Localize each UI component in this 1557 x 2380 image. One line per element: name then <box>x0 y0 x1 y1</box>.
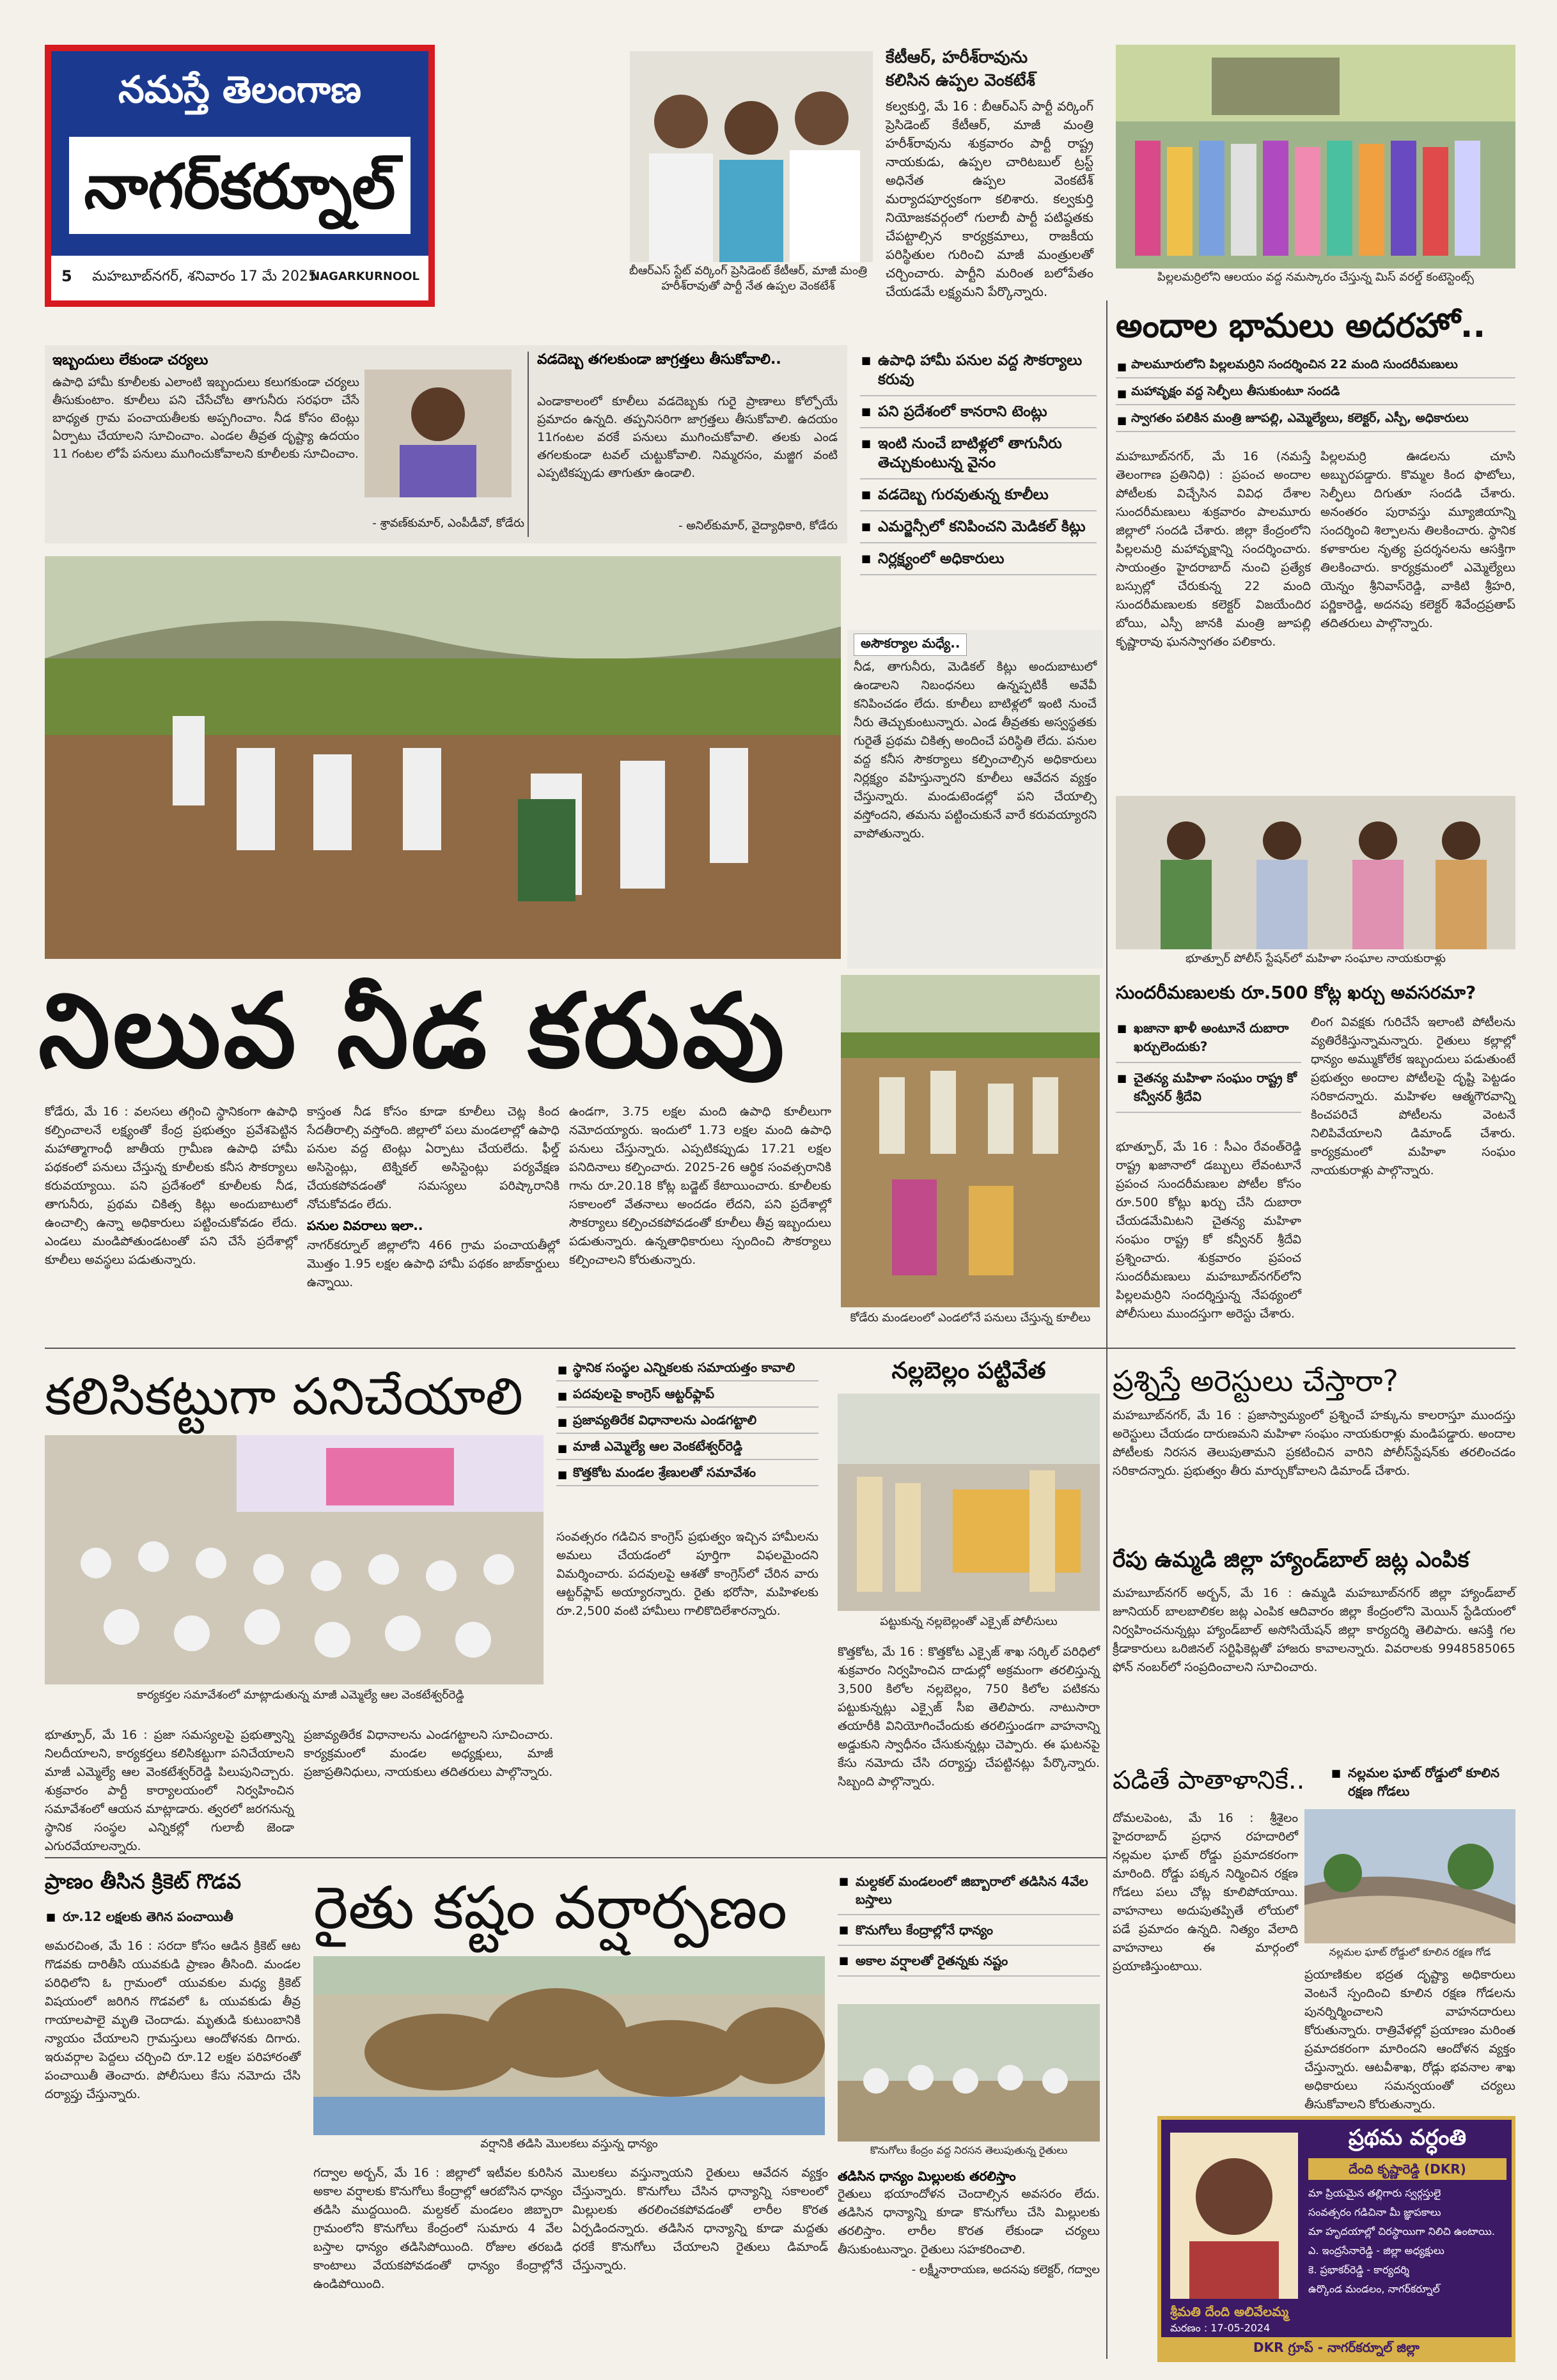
beauty-bullet: ■ మహావృక్షం వద్ద సెల్ఫీలు తీసుకుంటూ సందడి <box>1116 378 1515 405</box>
farmer-photo-caption: వర్షానికి తడిసి మొలకలు వస్తున్న ధాన్యం <box>480 2137 658 2151</box>
ktr-headline-line2: కలిసిన ఉప్పల వెంకటేశ్ <box>886 71 1035 90</box>
main-bullet: ■ పని ప్రదేశంలో కానరాని టెంట్లు <box>860 396 1097 428</box>
bhootpur-caption: భూత్పూర్ పోలీస్ స్టేషన్‌లో మహిళా సంఘాల నాయకురాళ్లు <box>1185 952 1446 965</box>
farmer-photo-scene <box>313 1956 825 2135</box>
ktr-photo <box>630 51 873 262</box>
black-market-body: కొత్తకోట, మే 16 : కొత్తకోట ఎక్సైజ్ శాఖ సర్కిల్ పరిధిలో శుక్రవారం నిర్వహించిన దాడుల్లో అక్రమంగా తరలిస్తున్న 3,500 కిలోల నల్లబెల్లం, 750 కిలోల పటికను పట్టుకున్నట్లు ఎక్సైజ్ సీఐ తెలిపారు. నాటుసారా తయారీకి వినియోగించేందుకు తరలిస్తుండగా వాహనాన్ని అడ్డుకుని స్వాధీనం చేసుకున్నట్లు చెప్పారు. ఈ ఘటనపై కేసు నమోదు చేసి దర్యాప్తు చేపట్టినట్లు పేర్కొన్నారు. సిబ్బంది పాల్గొన్నారు. <box>838 1645 1100 1789</box>
sidebar-left-photo <box>364 369 512 497</box>
farmer-bullet: ■ కొనుగోలు కేంద్రాల్లోనే ధాన్యం <box>838 1915 1100 1946</box>
rule-horizontal <box>45 1857 1106 1858</box>
black-market-photo <box>838 1394 1100 1611</box>
main-col3: ఉండగా, 3.75 లక్షల మంది ఉపాధి కూలీలుగా నమోదయ్యారు. ఇందులో 1.73 లక్షల మంది ఉపాధి పనులు చేస్తున్నారు. ఎప్పటికప్పుడు 17.21 లక్షల పనిదినాలు కల్పించారు. 2025-26 ఆర్థిక సంవత్సరానికి గాను రూ.20.18 కోట్ల బడ్జెట్ కేటాయించారు. కూలీలకు సకాలంలో వేతనాలు అందడం లేదని, పని ప్రదేశాల్లో సౌకర్యాలు కల్పించకపోవడంతో కూలీలు తీవ్ర ఇబ్బందులు పడుతున్నారు. ఉన్నతాధికారులు స్పందించి సౌకర్యాలు కల్పించాలని కోరుతున్నారు. <box>569 1105 831 1267</box>
arrest-body: మహబూబ్‌నగర్, మే 16 : ప్రజాస్వామ్యంలో ప్రశ్నించే హక్కును కాలరాస్తూ ముందస్తు అరెస్టులు చేయడం దారుణమని మహిళా సంఘం నాయకురాళ్లు మండిపడ్డారు. అందాల పోటీలకు నిరసన తెలుపుతామని ప్రకటించిన వారిని పోలీస్‌స్టేషన్‌కు తరలించడం సరికాదన్నారు. ప్రభుత్వం తీరు మార్చుకోవాలని డిమాండ్ చేశారు. <box>1113 1408 1515 1478</box>
cricket-bullet: ■ రూ.12 లక్షలకు తెగిన పంచాయితీ <box>45 1902 301 1932</box>
unity-body2: సంవత్సరం గడిచిన కాంగ్రెస్ ప్రభుత్వం ఇచ్చిన హామీలను అమలు చేయడంలో పూర్తిగా విఫలమైందని విమర్శించారు. పదవులపై ఆశతో కాంగ్రెస్‌లో చేరిన వారు ఆట్టర్‌ఫ్లాప్ అయ్యారన్నారు. రైతు భరోసా, మహిళలకు రూ.2,500 వంటి హామీలు గాలికొదిలేశారన్నారు. <box>556 1530 818 1618</box>
masthead-date-bar <box>51 256 428 300</box>
cricket-headline: ప్రాణం తీసిన క్రికెట్ గొడవ <box>45 1869 241 1894</box>
danger-headline: పడితే పాతాళానికే.. <box>1113 1766 1305 1795</box>
kodur-caption: కోడేరు మండలంలో ఎండలోనే పనులు చేస్తున్న కూలీలు <box>850 1311 1091 1325</box>
lack-box <box>847 630 1103 968</box>
miss-world-photo-scene <box>1116 45 1515 268</box>
tax-bullets <box>1116 1013 1301 1135</box>
ktr-photo-figures <box>630 51 873 262</box>
farmer-col3-text: రైతులు భయాందోళన చెందాల్సిన అవసరం లేదు. తడిసిన ధాన్యాన్ని కూడా కొనుగోలు చేసి మిల్లులకు తరలిస్తాం. లారీల కొరత లేకుండా చర్యలు తీసుకుంటున్నాం. రైతులు సహకరించాలి. <box>838 2187 1100 2257</box>
main-col2 <box>307 1103 559 1352</box>
farmer-photo <box>313 1956 825 2135</box>
unity-bullets <box>556 1355 818 1521</box>
rule-horizontal <box>45 1348 1515 1349</box>
masthead-edition: నాగర్‌కర్నూల్ <box>84 151 396 222</box>
black-market-photo-scene <box>838 1394 1100 1611</box>
tribute-ad-title: ప్రథమ వర్ధంతి <box>1348 2125 1467 2151</box>
main-col2-subhead: పనుల వివరాలు ఇలా.. <box>307 1218 423 1233</box>
unity-bullet: ■ మాజీ ఎమ్మెల్యే ఆల వెంకటేశ్వర్‌రెడ్డి <box>556 1434 818 1460</box>
farmer-bullets <box>838 1867 1100 2001</box>
main-bullet: ■ ఇంటి నుంచే బాటిళ్లలో తాగునీరు తెచ్చుకుంటున్న వైనం <box>860 428 1097 479</box>
danger-body1: దోమలపెంట, మే 16 : శ్రీశైలం హైదరాబాద్ ప్రధాన రహదారిలో నల్లమల ఘాట్ రోడ్డు ప్రమాదకరంగా మారింది. రోడ్డు పక్కన నిర్మించిన రక్షణ గోడలు పలు చోట్ల కూలిపోయాయి. వాహనాలు అదుపుతప్పితే లోయలో పడే ప్రమాదం ఉన్నది. నిత్యం వేలాది వాహనాలు ఈ మార్గంలో ప్రయాణిస్తుంటాయి. <box>1113 1811 1298 1973</box>
unity-body3: ప్రజావ్యతిరేక విధానాలను ఎండగట్టాలని సూచించారు. కార్యక్రమంలో మండల అధ్యక్షులు, మాజీ ప్రజాప్రతినిధులు, నాయకులు తదితరులు పాల్గొన్నారు. <box>304 1728 553 1779</box>
main-col2-text2: నాగర్‌కర్నూల్ జిల్లాలోని 466 గ్రామ పంచాయతీల్లో మొత్తం 1.95 లక్షల ఉపాధి హామీ పథకం జాబ్‌కార్డులు ఉన్నాయి. <box>307 1238 559 1289</box>
beauty-bullets <box>1116 352 1515 447</box>
unity-bullet: ■ స్థానిక సంస్థల ఎన్నికలకు సమాయత్తం కావాలి <box>556 1355 818 1381</box>
masthead-page-no: 5 <box>61 267 72 285</box>
farmer-bullet: ■ అకాల వర్షాలతో రైతన్నకు నష్టం <box>838 1946 1100 1977</box>
sidebar-pain <box>45 345 847 543</box>
tribute-ad-line: మా ప్రియమైన తల్లిగారు స్వర్గస్తులై <box>1308 2187 1441 2199</box>
main-bullet: ■ వడదెబ్బ గురవుతున్న కూలీలు <box>860 479 1097 511</box>
cricket-body: అమరచింత, మే 16 : సరదా కోసం ఆడిన క్రికెట్ ఆట గొడవకు దారితీసి యువకుడి ప్రాణం తీసింది. మండల పరిధిలోని ఓ గ్రామంలో యువకుల మధ్య క్రికెట్ విషయంలో జరిగిన గొడవలో ఓ యువకుడు తీవ్ర గాయాలపాలై మృతి చెందాడు. మృతుడి కుటుంబానికి న్యాయం చేయాలని గ్రామస్తులు ఆందోళనకు దిగారు. ఇరువర్గాల పెద్దలు చర్చించి రూ.12 లక్షల పరిహారంతో పంచాయితీ తెంచారు. పోలీసులు కేసు నమోదు చేసి దర్యాప్తు చేస్తున్నారు. <box>45 1939 301 2101</box>
unity-bullet: ■ ప్రజావ్యతిరేక విధానాలను ఎండగట్టాలి <box>556 1408 818 1434</box>
beauty-headline: అందాల భామలు అదరహో.. <box>1116 307 1486 345</box>
danger-bullets <box>1330 1758 1515 1809</box>
main-bullet: ■ ఎమర్జెన్సీలో కనిపించని మెడికల్ కిట్లు <box>860 511 1097 543</box>
lack-box-body: నీడ, తాగునీరు, మెడికల్ కిట్లు అందుబాటులో ఉండాలని నిబంధనలు ఉన్నప్పటికీ అవేవీ కనిపించడం లేదు. కూలీలు బాటిళ్లలో ఇంటి నుంచే నీరు తెచ్చుకుంటున్నారు. ఎండ తీవ్రతకు అస్వస్థతకు గురైతే ప్రథమ చికిత్స అందించే పరిస్థితి లేదు. పనుల వద్ద కనీస సౌకర్యాలు కల్పించాల్సిన అధికారులు నిర్లక్ష్యం వహిస్తున్నారని కూలీలు ఆవేదన వ్యక్తం చేస్తున్నారు. మండుటెండల్లో పని చేయాల్సి వస్తోందని, తమను పట్టించుకునే వారే కరువయ్యారని వాపోతున్నారు. <box>854 660 1097 841</box>
tax-col1: భూత్పూర్, మే 16 : సీఎం రేవంత్‌రెడ్డి రాష్ట్ర ఖజానాలో డబ్బులు లేవంటూనే ప్రపంచ సుందరీమణుల పోటీల కోసం రూ.500 కోట్లు ఖర్చు చేసి దుబారా చేయడమేమిటని చైతన్య మహిళా సంఘం రాష్ట్ర కో కన్వీనర్ శ్రీదేవి ప్రశ్నించారు. శుక్రవారం ప్రపంచ సుందరీమణులు మహబూబ్‌నగర్‌లోని పిల్లలమర్రిని సందర్శిస్తున్న నేపథ్యంలో పోలీసులు ముందస్తుగా అరెస్టు చేశారు. <box>1116 1140 1301 1321</box>
unity-photo-scene <box>45 1435 544 1684</box>
tribute-ad-line: ఉర్కొండ మండలం, నాగర్‌కర్నూల్ <box>1308 2283 1440 2295</box>
tribute-ad-line: ఎ. ఇంద్రసేనారెడ్డి - జిల్లా అధ్యక్షులు <box>1308 2244 1444 2257</box>
danger-caption: నల్లమల ఘాట్ రోడ్డులో కూలిన రక్షణ గోడ <box>1329 1946 1491 1958</box>
labour-photo-scene <box>45 556 841 959</box>
farmer-col2: మొలకలు వస్తున్నాయని రైతులు ఆవేదన వ్యక్తం చేస్తున్నారు. కొనుగోలు చేసిన ధాన్యాన్ని సకాలంలో మిల్లులకు తరలించకపోవడంతో లారీల కొరత ఏర్పడిందన్నారు. తడిసిన ధాన్యాన్ని కూడా మద్దతు ధరకే కొనుగోలు చేయాలని రైతులు డిమాండ్ చేస్తున్నారు. <box>572 2166 828 2273</box>
tribute-ad-portrait-figure <box>1170 2133 1298 2299</box>
unity-headline: కలిసికట్టుగా పనిచేయాలి <box>45 1367 523 1426</box>
unity-caption: కార్యకర్తల సమావేశంలో మాట్లాడుతున్న మాజీ ఎమ్మెల్యే ఆల వెంకటేశ్వర్‌రెడ్డి <box>137 1688 464 1702</box>
sidebar-left-title: ఇబ్బందులు లేకుండా చర్యలు <box>52 352 208 368</box>
tribute-ad-mother-name: శ్రీమతి దేంది అలివేలమ్మ <box>1170 2304 1289 2319</box>
arrest-headline: ప్రశ్నిస్తే అరెస్టులు చేస్తారా? <box>1113 1364 1398 1398</box>
danger-bullet: ■ నల్లమల ఘాట్ రోడ్డులో కూలిన రక్షణ గోడలు <box>1330 1758 1515 1807</box>
main-bullets <box>860 345 1097 626</box>
kodur-photo-scene <box>841 975 1100 1307</box>
miss-world-photo <box>1116 45 1515 268</box>
beauty-col1: మహబూబ్‌నగర్, మే 16 (నమస్తే తెలంగాణ ప్రతినిధి) : ప్రపంచ అందాల పోటీలకు విచ్చేసిన వివిధ దేశాల సుందరీమణులు శుక్రవారం పాలమూరు జిల్లాలో సందడి చేశారు. జిల్లా కేంద్రంలోని పిల్లలమర్రి మహావృక్షాన్ని సందర్శించారు. సాయంత్రం హైదరాబాద్ నుంచి ప్రత్యేక బస్సుల్లో చేరుకున్న 22 మంది సుందరీమణులకు కలెక్టర్ విజయేందిర బోయి, ఎస్పీ జానకి మంత్రి జూపల్లి కృష్ణారావు ఘనస్వాగతం పలికారు. <box>1116 449 1311 649</box>
handball-body: మహబూబ్‌నగర్ అర్బన్, మే 16 : ఉమ్మడి మహబూబ్‌నగర్ జిల్లా హ్యాండ్‌బాల్ జూనియర్ బాలబాలికల జట్ల ఎంపిక ఆదివారం జిల్లా కేంద్రంలోని మెయిన్ స్టేడియంలో నిర్వహించనున్నట్లు హ్యాండ్‌బాల్ అసోసియేషన్ జిల్లా కార్యదర్శి తెలిపారు. ఆసక్తి గల క్రీడాకారులు ఒరిజినల్ సర్టిఫికెట్లతో హాజరు కావాలన్నారు. వివరాలకు 9948585065 ఫోన్ నంబర్‌లో సంప్రదించాలని సూచించారు. <box>1113 1586 1515 1674</box>
sidebar-left-body: ఉపాధి హామీ కూలీలకు ఎలాంటి ఇబ్బందులు కలుగకుండా చర్యలు తీసుకుంటాం. కూలీలు పని చేసేచోట తాగునీరు సరఫరా చేసే బాధ్యత గ్రామ పంచాయతీలకు అప్పగించాం. నీడ కోసం టెంట్లు ఏర్పాటు చేయాలని సూచించాం. ఎండల తీవ్రత దృష్ట్యా ఉదయం 11 గంటల లోపే పనులు ముగించుకోవాలని కూలీలకు సూచించాం. <box>52 375 359 461</box>
farmer-col3-subhead: తడిసిన ధాన్యం మిల్లులకు తరలిస్తాం <box>838 2168 1016 2184</box>
ktr-caption: బీఆర్‌ఎస్ స్టేట్ వర్కింగ్ ప్రెసిడెంట్ కేటీఆర్, మాజీ మంత్రి హరీశ్‌రావుతో పార్టీ నేత ఉప్పల వెంకటేశ్ <box>629 264 868 293</box>
handball-headline: రేపు ఉమ్మడి జిల్లా హ్యాండ్‌బాల్ జట్ల ఎంపిక <box>1113 1547 1469 1573</box>
tribute-ad-portrait <box>1170 2133 1298 2299</box>
tribute-ad-name: దేంది కృష్ణారెడ్డి (DKR) <box>1308 2158 1506 2180</box>
tax-bullet: ■ చైతన్య మహిళా సంఘం రాష్ట్ర కో కన్వీనర్ శ్రీదేవి <box>1116 1063 1301 1113</box>
sidebar-right-body: ఎండాకాలంలో కూలీలు వడదెబ్బకు గురై ప్రాణాలు కోల్పోయే ప్రమాదం ఉన్నది. తప్పనిసరిగా జాగ్రత్తలు తీసుకోవాలి. ఉదయం 11గంటల వరకే పనులు ముగించుకోవాలి. తలకు ఎండ తగలకుండా టవల్ చుట్టుకోవాలి. నిమ్మరసం, మజ్జిగ వంటి ఎప్పటికప్పుడు తాగుతూ ఉండాలి. <box>537 394 838 480</box>
masthead-dateline: మహబూబ్‌నగర్, శనివారం 17 మే 2025 <box>92 268 318 284</box>
tax-col2: లింగ వివక్షకు గురిచేసే ఇలాంటి పోటీలను వ్యతిరేకిస్తున్నామన్నారు. రైతులు కల్లాల్లో ధాన్యం అమ్ముకోలేక ఇబ్బందులు పడుతుంటే ప్రభుత్వం అందాల పోటీలపై దృష్టి పెట్టడం సరికాదన్నారు. మహిళల ఆత్మగౌరవాన్ని కించపరిచే పోటీలను వెంటనే నిలిపివేయాలని డిమాండ్ చేశారు. కార్యక్రమంలో మహిళా సంఘం నాయకురాళ్లు పాల్గొన్నారు. <box>1311 1015 1515 1178</box>
unity-bullet: ■ కొత్తకోట మండల శ్రేణులతో సమావేశం <box>556 1460 818 1486</box>
tax-headline: సుందరీమణులకు రూ.500 కోట్ల ఖర్చు అవసరమా? <box>1116 982 1476 1003</box>
sidebar-right-title: వడదెబ్బ తగలకుండా జాగ్రత్తలు తీసుకోవాలి.. <box>537 352 781 368</box>
sidebar-left-portrait <box>364 369 512 497</box>
lack-box-title: అసౌకర్యాల మధ్యే.. <box>854 634 967 656</box>
black-market-headline: నల్లబెల్లం పట్టివేత <box>891 1358 1046 1384</box>
tribute-ad-footer: DKR గ్రూప్ - నాగర్‌కర్నూల్ జిల్లా <box>1161 2337 1512 2358</box>
tribute-ad-lines <box>1308 2184 1506 2312</box>
beauty-bullet: ■ స్వాగతం పలికిన మంత్రి జూపల్లి, ఎమ్మెల్యేలు, కలెక్టర్, ఎస్పీ, అధికారులు <box>1116 405 1515 432</box>
rule-vertical <box>1106 300 1107 2359</box>
bhootpur-photo <box>1116 796 1515 949</box>
unity-bullet: ■ పదవులపై కాంగ్రెస్ ఆట్టర్‌ఫ్లాప్ <box>556 1381 818 1408</box>
tax-bullet: ■ ఖజానా ఖాళీ అంటూనే దుబారా ఖర్చులెందుకు? <box>1116 1013 1301 1063</box>
farmer-col1: గద్వాల అర్బన్, మే 16 : జిల్లాలో ఇటీవల కురిసిన అకాల వర్షాలకు కొనుగోలు కేంద్రాల్లో ఆరబోసిన ధాన్యం తడిసి ముద్దయింది. మల్దకల్ మండలం జిబ్బారా గ్రామంలోని కొనుగోలు కేంద్రంలో సుమారు 4 వేల బస్తాల ధాన్యం తడిసిపోయింది. రోజుల తరబడి కాంటాలు వేయకపోవడంతో ధాన్యం కేంద్రాల్లోనే ఉండిపోయింది. <box>313 2166 563 2291</box>
ktr-headline-line1: కేటీఆర్, హరీశ్‌రావును <box>886 48 1028 67</box>
danger-photo-scene <box>1304 1809 1515 1943</box>
masthead-brand: నమస్తే తెలంగాణ <box>118 68 361 111</box>
main-col1: కోడేరు, మే 16 : వలసలు తగ్గించి స్థానికంగా ఉపాధి కల్పించాలనే లక్ష్యంతో కేంద్ర ప్రభుత్వం ప్రవేశపెట్టిన మహాత్మాగాంధీ జాతీయ గ్రామీణ ఉపాధి హామీ పథకంలో పనులు చేస్తున్న కూలీలకు కనీస సౌకర్యాలు కరువయ్యాయి. పని ప్రదేశంలో కూలీలకు నీడ, తాగునీరు, ప్రథమ చికిత్స కిట్లు అందుబాటులో ఉంచాల్సి ఉన్నా అధికారులు పట్టించుకోవడం లేదు. ఎండలు మండిపోతుండటంతో పని చేసే ప్రదేశాల్లో కూలీలు అవస్థలు పడుతున్నారు. <box>45 1105 297 1267</box>
sidebar-left-sig: - శ్రావణ్‌కుమార్, ఎంపీడీవో, కోడేరు <box>372 517 524 530</box>
unity-photo <box>45 1435 544 1684</box>
farmer-photo2-scene <box>838 2004 1100 2142</box>
bhootpur-photo-scene <box>1116 796 1515 949</box>
main-col2-text: కాస్తంత నీడ కోసం కూడా కూలీలు చెట్ల కింద సేదతీరాల్సి వస్తోంది. జిల్లాలో పలు మండలాల్లో ఉపాధి పనుల వద్ద టెంట్లు ఏర్పాటు చేయలేదు. ఫీల్డ్ అసిస్టెంట్లు, టెక్నికల్ అసిస్టెంట్లు పర్యవేక్షణ చేయకపోవడంతో సమస్యలు పరిష్కారానికి నోచుకోవడం లేదు. <box>307 1105 559 1211</box>
masthead-edition-box <box>67 134 413 237</box>
beauty-bullet: ■ పాలమూరులోని పిల్లలమర్రిని సందర్శించిన 22 మంది సుందరీమణులు <box>1116 352 1515 378</box>
tribute-ad-date: మరణం : 17-05-2024 <box>1170 2322 1271 2334</box>
tribute-ad-line: సంవత్సరం గడిచినా మీ జ్ఞాపకాలు <box>1308 2206 1441 2218</box>
farmer-col3-sig: - లక్ష్మీనారాయణ, అదనపు కలెక్టర్, గద్వాల <box>911 2263 1100 2276</box>
farmer-photo2-caption: కొనుగోలు కేంద్రం వద్ద నిరసన తెలుపుతున్న రైతులు <box>870 2144 1068 2156</box>
kodur-photo <box>841 975 1100 1307</box>
farmer-headline: రైతు కష్టం వర్షార్పణం <box>313 1874 788 1942</box>
danger-body2: ప్రయాణికుల భద్రత దృష్ట్యా అధికారులు వెంటనే స్పందించి కూలిన రక్షణ గోడలను పునర్నిర్మించాలని వాహనదారులు కోరుతున్నారు. రాత్రివేళల్లో ప్రయాణం మరింత ప్రమాదకరంగా మారిందని ఆందోళన వ్యక్తం చేస్తున్నారు. ఆటవీశాఖ, రోడ్లు భవనాల శాఖ అధికారులు సమన్వయంతో చర్యలు తీసుకోవాలని కోరుతున్నారు. <box>1304 1968 1515 2112</box>
main-bullet: ■ నిర్లక్ష్యంలో అధికారులు <box>860 543 1097 575</box>
sidebar-right-sig: - అనిల్‌కుమార్, వైద్యాధికారి, కోడేరు <box>678 519 838 533</box>
farmer-col3 <box>838 2167 1100 2359</box>
miss-world-caption: పిల్లలమర్రిలోని ఆలయం వద్ద నమస్కారం చేస్తున్న మిస్ వరల్డ్ కంటెస్టెంట్స్ <box>1157 270 1474 284</box>
tribute-ad-line: మా హృదయాల్లో చిరస్థాయిగా నిలిచి ఉంటాయి. <box>1308 2225 1495 2237</box>
farmer-bullet: ■ మల్దకల్ మండలంలో జిబ్బారాలో తడిసిన 4వేల బస్తాలు <box>838 1867 1100 1915</box>
unity-body1: భూత్పూర్, మే 16 : ప్రజా సమస్యలపై ప్రభుత్వాన్ని నిలదీయాలని, కార్యకర్తలు కలిసికట్టుగా పనిచేయాలని మాజీ ఎమ్మెల్యే ఆల వెంకటేశ్వర్‌రెడ్డి పిలుపునిచ్చారు. శుక్రవారం పార్టీ కార్యాలయంలో నిర్వహించిన సమావేశంలో ఆయన మాట్లాడారు. త్వరలో జరగనున్న స్థానిక సంస్థల ఎన్నికల్లో గులాబీ జెండా ఎగురవేయాలన్నారు. <box>45 1728 294 1853</box>
ktr-body: కల్వకుర్తి, మే 16 : బీఆర్‌ఎస్ పార్టీ వర్కింగ్ ప్రెసిడెంట్ కేటీఆర్, మాజీ మంత్రి హరీశ్‌రావును శుక్రవారం పార్టీ రాష్ట్ర నాయకుడు, ఉప్పల చారిటబుల్ ట్రస్ట్ అధినేత ఉప్పల వెంకటేశ్ మర్యాదపూర్వకంగా కలిశారు. కల్వకుర్తి నియోజకవర్గంలో గులాబీ పార్టీ పటిష్ఠతకు చేపట్టాల్సిన కార్యక్రమాలు, రాజకీయ పరిస్థితుల గురించి మాజీ మంత్రులతో చర్చించారు. పార్టీని మరింత బలోపేతం చేయడమే లక్ష్యమని పేర్కొన్నారు. <box>886 98 1093 299</box>
danger-photo <box>1304 1809 1515 1943</box>
black-market-caption: పట్టుకున్న నల్లబెల్లంతో ఎక్సైజ్ పోలీసులు <box>880 1615 1058 1628</box>
tribute-ad <box>1157 2116 1515 2362</box>
sidebar-divider <box>528 352 529 537</box>
masthead <box>45 45 435 307</box>
farmer-photo2 <box>838 2004 1100 2142</box>
masthead-region: NAGARKURNOOL <box>310 270 419 283</box>
main-headline: నిలువ నీడ కరువు <box>38 971 787 1091</box>
cricket-bullets <box>45 1902 301 1934</box>
labour-photo <box>45 556 841 959</box>
beauty-col2: పిల్లలమర్రి ఊడలను చూసి అబ్బురపడ్డారు. కొమ్మల కింద ఫొటోలు, సెల్ఫీలు దిగుతూ సందడి చేశారు. అనంతరం పురావస్తు మ్యూజియాన్ని సందర్శించి శిల్పాలను తిలకించారు. స్థానిక కళాకారుల నృత్య ప్రదర్శనలను ఆసక్తిగా తిలకించారు. కార్యక్రమంలో ఎమ్మెల్యేలు యెన్నం శ్రీనివాస్‌రెడ్డి, వాకిటి శ్రీహరి, పర్ణికారెడ్డి, అదనపు కలెక్టర్ శివేంద్రప్రతాప్ తదితరులు పాల్గొన్నారు. <box>1320 449 1515 630</box>
tribute-ad-line: కె. ప్రభాకర్‌రెడ్డి - కార్యదర్శి <box>1308 2264 1410 2276</box>
ktr-headline <box>886 46 1097 95</box>
main-bullet: ■ ఉపాధి హామీ పనుల వద్ద సౌకర్యాలు కరువు <box>860 345 1097 396</box>
